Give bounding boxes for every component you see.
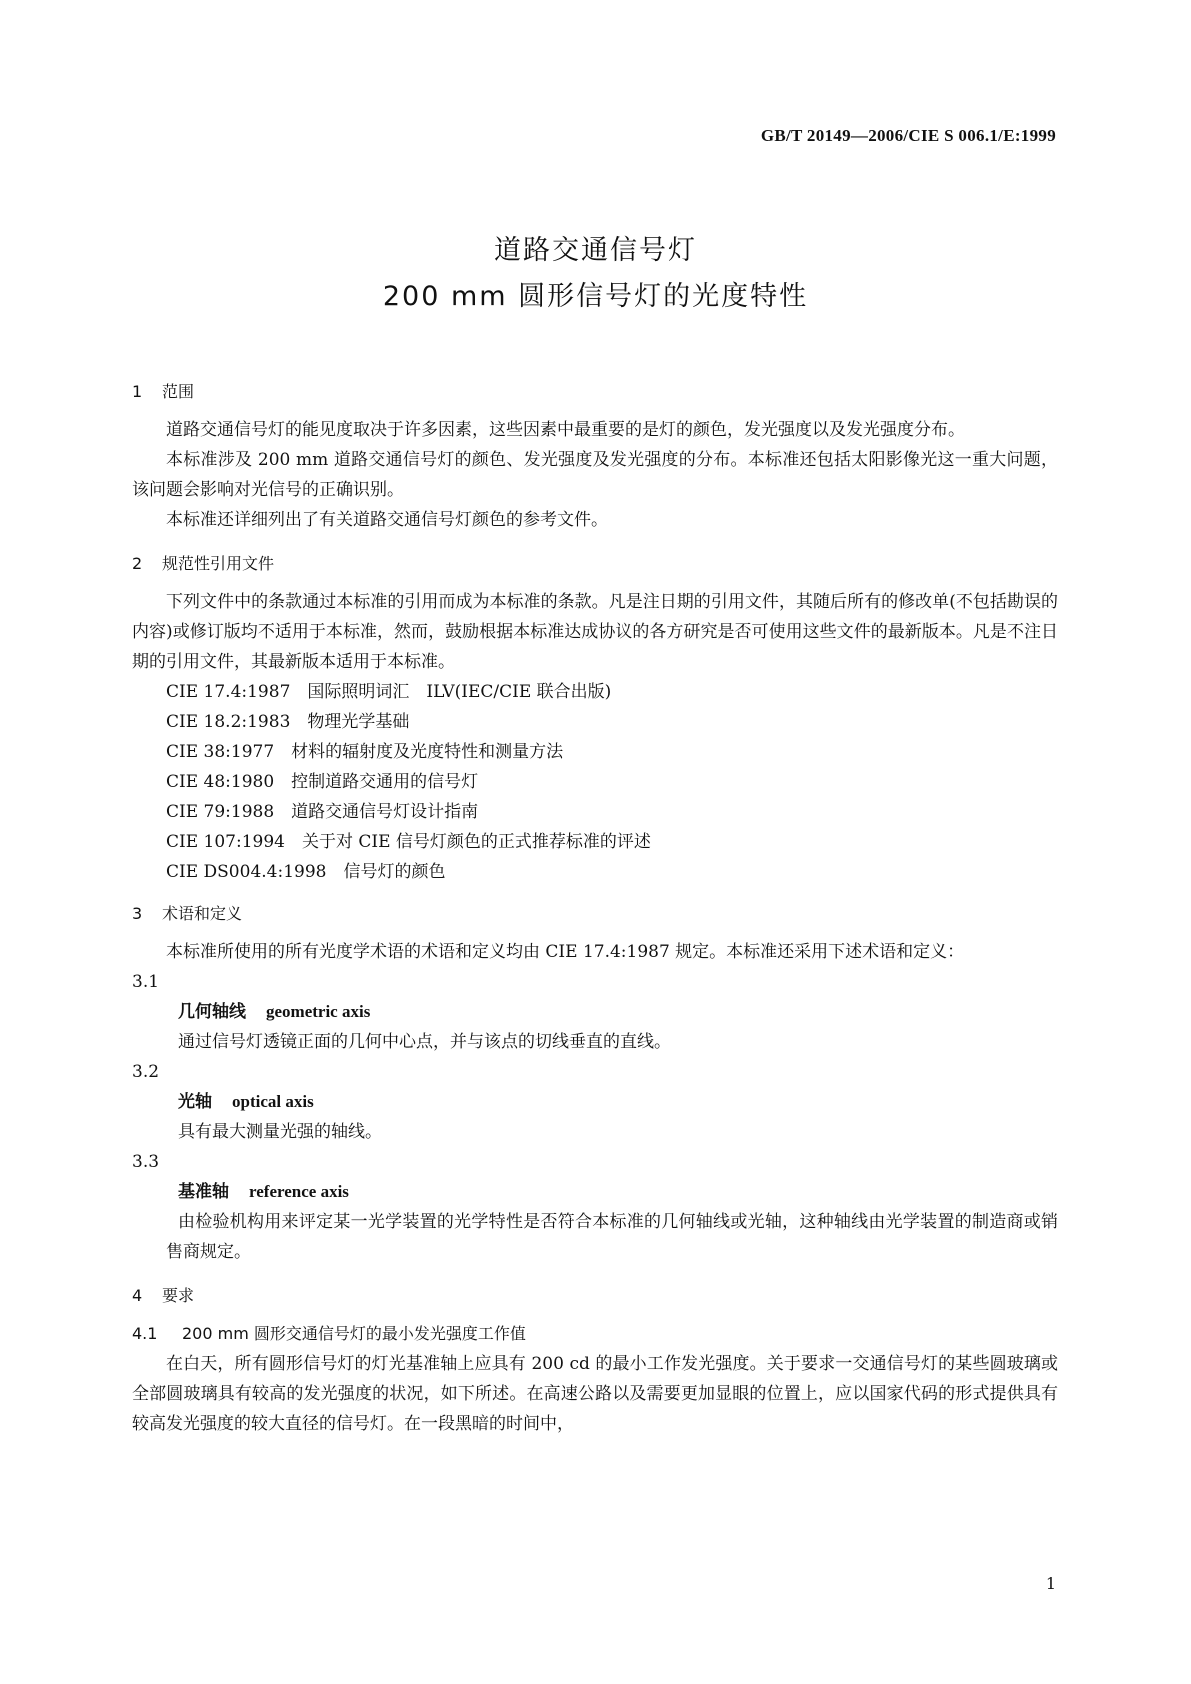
reference-item: CIE 79:1988 道路交通信号灯设计指南 bbox=[166, 802, 479, 822]
clause-number: 3.2 bbox=[132, 1062, 160, 1082]
section-3-heading bbox=[132, 899, 1058, 929]
section-1-heading bbox=[132, 377, 1058, 407]
paragraph: 道路交通信号灯的能见度取决于许多因素，这些因素中最重要的是灯的颜色，发光强度以及发光强度分布。 bbox=[166, 420, 965, 440]
term-cn: 基准轴 bbox=[178, 1182, 229, 1202]
section-2-heading bbox=[132, 549, 1058, 579]
term-definition: 由检验机构用来评定某一光学装置的光学特性是否符合本标准的几何轴线或光轴，这种轴线由光学装置的制造商或销售商规定。 bbox=[166, 1212, 1058, 1262]
standard-code: GB/T 20149—2006/CIE S 006.1/E:1999 bbox=[760, 126, 1056, 145]
section-title: 范围 bbox=[162, 382, 195, 401]
clause-number: 3.3 bbox=[132, 1152, 160, 1172]
term-heading bbox=[132, 997, 1058, 1027]
reference-item: CIE 18.2:1983 物理光学基础 bbox=[166, 712, 410, 732]
document-title-line2: 200 mm 圆形信号灯的光度特性 bbox=[382, 281, 809, 312]
page-number: 1 bbox=[1045, 1574, 1056, 1593]
term-cn: 光轴 bbox=[178, 1092, 212, 1112]
reference-item: CIE 38:1977 材料的辐射度及光度特性和测量方法 bbox=[166, 742, 564, 762]
paragraph: 在白天，所有圆形信号灯的灯光基准轴上应具有 200 cd 的最小工作发光强度。关于要求一交通信号灯的某些圆玻璃或全部圆玻璃具有较高的发光强度的状况，如下所述。在高速公路以及需要更加显眼的位置上，应以国家代码的形式提供具有较高发光强度的较大直径的信号灯。在一段黑暗的时间中， bbox=[132, 1354, 1058, 1434]
term-heading bbox=[132, 1177, 1058, 1207]
reference-item: CIE 107:1994 关于对 CIE 信号灯颜色的正式推荐标准的评述 bbox=[166, 832, 651, 852]
reference-item: CIE 17.4:1987 国际照明词汇 ILV(IEC/CIE 联合出版) bbox=[166, 682, 612, 702]
paragraph: 本标准还详细列出了有关道路交通信号灯颜色的参考文件。 bbox=[166, 510, 608, 530]
section-number: 4 bbox=[132, 1286, 143, 1305]
subsection-number: 4.1 bbox=[132, 1324, 158, 1343]
section-title: 要求 bbox=[162, 1286, 195, 1305]
term-definition: 通过信号灯透镜正面的几何中心点，并与该点的切线垂直的直线。 bbox=[178, 1032, 671, 1052]
section-number: 2 bbox=[132, 554, 143, 573]
section-number: 1 bbox=[132, 382, 143, 401]
paragraph: 下列文件中的条款通过本标准的引用而成为本标准的条款。凡是注日期的引用文件，其随后所有的修改单(不包括勘误的内容)或修订版均不适用于本标准，然而，鼓励根据本标准达成协议的各方研究是否可使用这些文件的最新版本。凡是不注日期的引用文件，其最新版本适用于本标准。 bbox=[132, 592, 1058, 672]
section-title: 规范性引用文件 bbox=[162, 554, 275, 573]
term-en: reference axis bbox=[249, 1182, 349, 1201]
section-title: 术语和定义 bbox=[162, 904, 243, 923]
section-4-heading bbox=[132, 1281, 1058, 1311]
reference-item: CIE 48:1980 控制道路交通用的信号灯 bbox=[166, 772, 479, 792]
term-en: optical axis bbox=[232, 1092, 314, 1111]
document-title-line1: 道路交通信号灯 bbox=[494, 235, 697, 266]
subsection-title: 200 mm 圆形交通信号灯的最小发光强度工作值 bbox=[182, 1324, 526, 1343]
reference-item: CIE DS004.4:1998 信号灯的颜色 bbox=[166, 862, 446, 882]
term-heading bbox=[132, 1087, 1058, 1117]
subsection-4-1-heading bbox=[132, 1319, 1058, 1349]
section-number: 3 bbox=[132, 904, 143, 923]
term-definition: 具有最大测量光强的轴线。 bbox=[178, 1122, 382, 1142]
term-en: geometric axis bbox=[266, 1002, 371, 1021]
term-cn: 几何轴线 bbox=[178, 1002, 246, 1022]
document-body bbox=[132, 367, 1058, 1439]
paragraph: 本标准所使用的所有光度学术语的术语和定义均由 CIE 17.4:1987 规定。本标准还采用下述术语和定义： bbox=[166, 942, 965, 962]
paragraph: 本标准涉及 200 mm 道路交通信号灯的颜色、发光强度及发光强度的分布。本标准还包括太阳影像光这一重大问题，该问题会影响对光信号的正确识别。 bbox=[132, 450, 1058, 500]
clause-number: 3.1 bbox=[132, 972, 160, 992]
